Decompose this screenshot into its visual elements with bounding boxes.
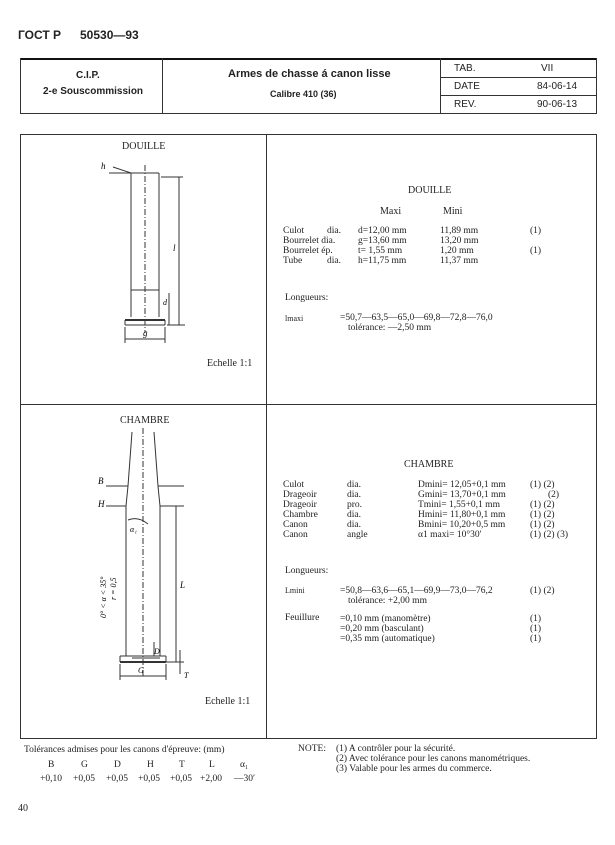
chambre-row-name: Culot xyxy=(283,480,305,490)
feuillure-note: (1) xyxy=(530,614,542,624)
chambre-heading: CHAMBRE xyxy=(404,459,454,470)
standard-number: 50530—93 xyxy=(80,28,139,42)
label-d: d xyxy=(163,298,167,307)
douille-row-note: (1) xyxy=(530,246,542,256)
douille-drawing xyxy=(95,155,195,345)
body-column-divider xyxy=(266,134,267,739)
label-H: H xyxy=(98,499,105,509)
chambre-row-value: Dmini= 12,05+0,1 mm xyxy=(418,480,506,490)
chambre-drawing xyxy=(88,428,198,690)
section-divider xyxy=(20,404,597,405)
chambre-longueurs-label: Longueurs: xyxy=(285,566,329,576)
chambre-lmini-notes: (1) (2) xyxy=(530,586,555,596)
douille-lmaxi-values: =50,7—63,5—65,0—69,8—72,8—76,0 xyxy=(340,313,493,323)
douille-row-maxi: t= 1,55 mm xyxy=(358,246,403,256)
douille-col-maxi: Maxi xyxy=(380,206,402,217)
page-number: 40 xyxy=(18,803,28,814)
tolerance-value: +0,05 xyxy=(138,774,160,784)
douille-drawing-title: DOUILLE xyxy=(122,141,166,152)
chambre-lmini-label: Lmini xyxy=(285,586,305,595)
label-D: D xyxy=(154,647,160,656)
chambre-row-notes: (1) (2) xyxy=(530,520,555,530)
chambre-row-name: Drageoir xyxy=(283,500,317,510)
douille-row-maxi: d=12,00 mm xyxy=(358,226,407,236)
date-value: 84-06-14 xyxy=(537,81,578,92)
rev-value: 90-06-13 xyxy=(537,99,578,110)
tolerances-heading: Tolérances admises pour les canons d'épreuve: (mm) xyxy=(24,745,225,755)
chambre-row-value: Bmini= 10,20+0,5 mm xyxy=(418,520,506,530)
tolerance-value: +2,00 xyxy=(200,774,222,784)
label-l: l xyxy=(173,243,176,253)
chambre-row-notes: (2) xyxy=(548,490,560,500)
header-divider-1 xyxy=(162,58,163,114)
douille-scale: Echelle 1:1 xyxy=(207,358,253,369)
body-left-border xyxy=(20,134,21,739)
feuillure-note: (1) xyxy=(530,634,542,644)
chambre-row-dim: angle xyxy=(347,530,368,540)
header-cell-rule-1 xyxy=(440,77,596,78)
chambre-row-name: Drageoir xyxy=(283,490,317,500)
chambre-row-notes: (1) (2) xyxy=(530,500,555,510)
chambre-row-value: Hmini= 11,80+0,1 mm xyxy=(418,510,506,520)
label-g: g xyxy=(143,328,148,338)
douille-row-maxi: h=11,75 mm xyxy=(358,256,407,266)
standard-code: ГОСТ Р xyxy=(18,28,62,42)
douille-row-name: Bourrelet dia. xyxy=(283,236,336,246)
chambre-row-notes: (1) (2) (3) xyxy=(530,530,568,540)
tab-label: TAB. xyxy=(454,63,476,74)
chambre-row-dim: pro. xyxy=(347,500,363,510)
label-angle-range: 0° < α < 35° xyxy=(99,576,108,618)
feuillure-note: (1) xyxy=(530,624,542,634)
douille-longueurs-label: Longueurs: xyxy=(285,293,329,303)
label-radius: r = 0,5 xyxy=(109,577,118,600)
header-top-rule xyxy=(20,58,597,60)
tolerance-symbol: B xyxy=(48,760,55,770)
header-cell-rule-2 xyxy=(440,95,596,96)
label-alpha1: α₁ xyxy=(130,525,137,534)
douille-col-mini: Mini xyxy=(443,206,463,217)
tolerance-symbol: G xyxy=(81,760,88,770)
chambre-row-notes: (1) (2) xyxy=(530,510,555,520)
document-title: Armes de chasse á canon lisse xyxy=(228,68,391,80)
tolerance-value: +0,05 xyxy=(106,774,128,784)
label-h: h xyxy=(101,161,106,171)
header-left-border xyxy=(20,58,21,114)
body-top-rule xyxy=(20,134,597,135)
body-bottom-rule xyxy=(20,738,597,739)
note-item: (2) Avec tolérance pour les canons manométriques. xyxy=(336,754,531,764)
douille-row-maxi: g=13,60 mm xyxy=(358,236,407,246)
document-subtitle: Calibre 410 (36) xyxy=(270,89,337,99)
tolerance-value: +0,05 xyxy=(170,774,192,784)
chambre-tolerance: tolérance: +2,00 mm xyxy=(348,596,427,606)
note-item: (3) Valable pour les armes du commerce. xyxy=(336,764,492,774)
body-right-border xyxy=(596,134,597,739)
chambre-lmini-values: =50,8—63,6—65,1—69,9—73,0—76,2 xyxy=(340,586,493,596)
douille-tolerance: tolérance: —2,50 mm xyxy=(348,323,432,333)
tolerance-symbol: D xyxy=(114,760,121,770)
tolerance-symbol: H xyxy=(147,760,154,770)
date-label: DATE xyxy=(454,81,480,92)
tolerance-value: +0,10 xyxy=(40,774,62,784)
label-L: L xyxy=(180,580,186,590)
tab-value: VII xyxy=(541,63,554,74)
chambre-row-name: Canon xyxy=(283,520,308,530)
tolerance-value: +0,05 xyxy=(73,774,95,784)
org-subcommission: 2-e Souscommission xyxy=(43,86,144,97)
douille-row-mini: 13,20 mm xyxy=(440,236,479,246)
chambre-scale: Echelle 1:1 xyxy=(205,696,251,707)
douille-dimension-labels xyxy=(101,161,176,338)
header-right-border xyxy=(596,58,597,114)
douille-row-dim: dia. xyxy=(327,226,341,236)
chambre-row-value: Tmini= 1,55+0,1 mm xyxy=(418,500,500,510)
chambre-row-dim: dia. xyxy=(347,480,361,490)
chambre-row-value: α1 maxi= 10°30′ xyxy=(418,530,482,540)
chambre-row-notes: (1) (2) xyxy=(530,480,555,490)
rev-label: REV. xyxy=(454,99,477,110)
douille-heading: DOUILLE xyxy=(408,185,452,196)
tolerance-value: —30′ xyxy=(234,774,256,784)
chambre-row-name: Chambre xyxy=(283,510,318,520)
douille-row-mini: 11,89 mm xyxy=(440,226,479,236)
feuillure-value: =0,20 mm (basculant) xyxy=(340,624,424,634)
douille-row-name: Bourrelet ép. xyxy=(283,246,333,256)
note-item: (1) A contrôler pour la sécurité. xyxy=(336,744,456,754)
douille-row-name: Tube xyxy=(283,256,303,266)
douille-row-mini: 11,37 mm xyxy=(440,256,479,266)
chambre-drawing-title: CHAMBRE xyxy=(120,415,170,426)
notes-label: NOTE: xyxy=(298,744,326,754)
header-bottom-rule xyxy=(20,113,597,114)
tolerance-symbol: L xyxy=(209,760,215,770)
feuillure-value: =0,10 mm (manomètre) xyxy=(340,614,431,624)
douille-row-name: Culot xyxy=(283,226,305,236)
tolerance-symbol: α₁ xyxy=(240,760,249,770)
feuillure-label: Feuillure xyxy=(285,613,320,623)
chambre-row-dim: dia. xyxy=(347,490,361,500)
label-G: G xyxy=(138,666,144,675)
chambre-row-dim: dia. xyxy=(347,520,361,530)
label-B: B xyxy=(98,476,104,486)
douille-lmaxi-label: lmaxi xyxy=(285,314,304,323)
douille-row-mini: 1,20 mm xyxy=(440,246,474,256)
douille-row-note: (1) xyxy=(530,226,542,236)
chambre-row-dim: dia. xyxy=(347,510,361,520)
tolerance-symbol: T xyxy=(179,760,185,770)
header-divider-2 xyxy=(440,58,441,114)
chambre-row-name: Canon xyxy=(283,530,308,540)
label-T: T xyxy=(184,671,189,680)
org-name: C.I.P. xyxy=(76,70,100,81)
feuillure-value: =0,35 mm (automatique) xyxy=(340,634,435,644)
chambre-row-value: Gmini= 13,70+0,1 mm xyxy=(418,490,506,500)
douille-row-dim: dia. xyxy=(327,256,341,266)
